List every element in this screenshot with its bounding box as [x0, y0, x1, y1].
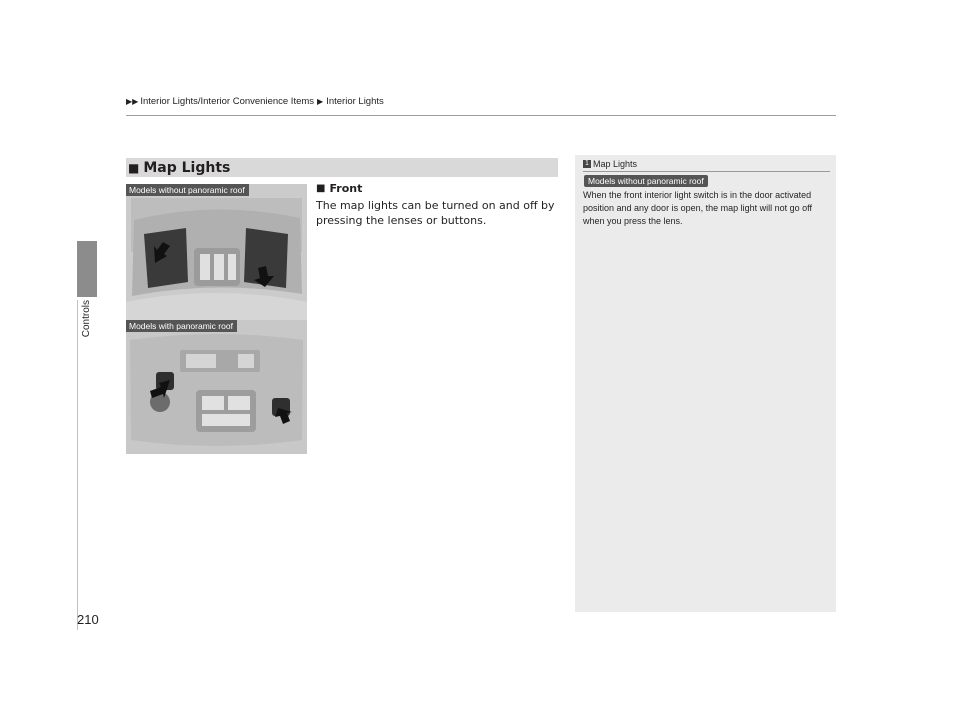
note-divider [583, 171, 830, 172]
model-badge: Models without panoramic roof [584, 175, 708, 187]
header-divider [126, 115, 836, 116]
chapter-label: Controls [81, 300, 92, 338]
page-number: 210 [77, 612, 99, 627]
square-bullet-icon: ■ [128, 160, 140, 175]
front-heading [316, 182, 362, 195]
section-header [126, 158, 558, 177]
figure-label: Models with panoramic roof [126, 320, 237, 332]
arrow-right-icon: ▶ [317, 96, 324, 106]
breadcrumb-item[interactable]: Interior Lights [326, 95, 384, 107]
square-bullet-icon: ■ [316, 183, 326, 194]
note-text: When the front interior light switch is in the door activated position and any door is open, the map light will not go off when you press the lens. [583, 190, 812, 226]
breadcrumb-item[interactable]: Interior Lights/Interior Convenience Items [140, 95, 315, 107]
front-heading-text: Front [329, 182, 363, 195]
console-illustration [126, 184, 307, 320]
sidebar-divider [77, 300, 78, 630]
note-title [583, 159, 637, 169]
figure-with-panoramic-roof [126, 320, 307, 454]
figure-label: Models without panoramic roof [126, 184, 249, 196]
chapter-tab [77, 241, 97, 297]
figure-without-panoramic-roof [126, 184, 307, 320]
note-marker-icon: 1 [583, 160, 591, 168]
breadcrumb [126, 94, 384, 108]
double-arrow-icon: ▶▶ [126, 96, 139, 106]
section-title: Map Lights [143, 159, 231, 176]
note-title-text: Map Lights [593, 159, 638, 169]
front-body: The map lights can be turned on and off by pressing the lenses or buttons. [316, 199, 555, 227]
console-illustration [126, 320, 307, 454]
